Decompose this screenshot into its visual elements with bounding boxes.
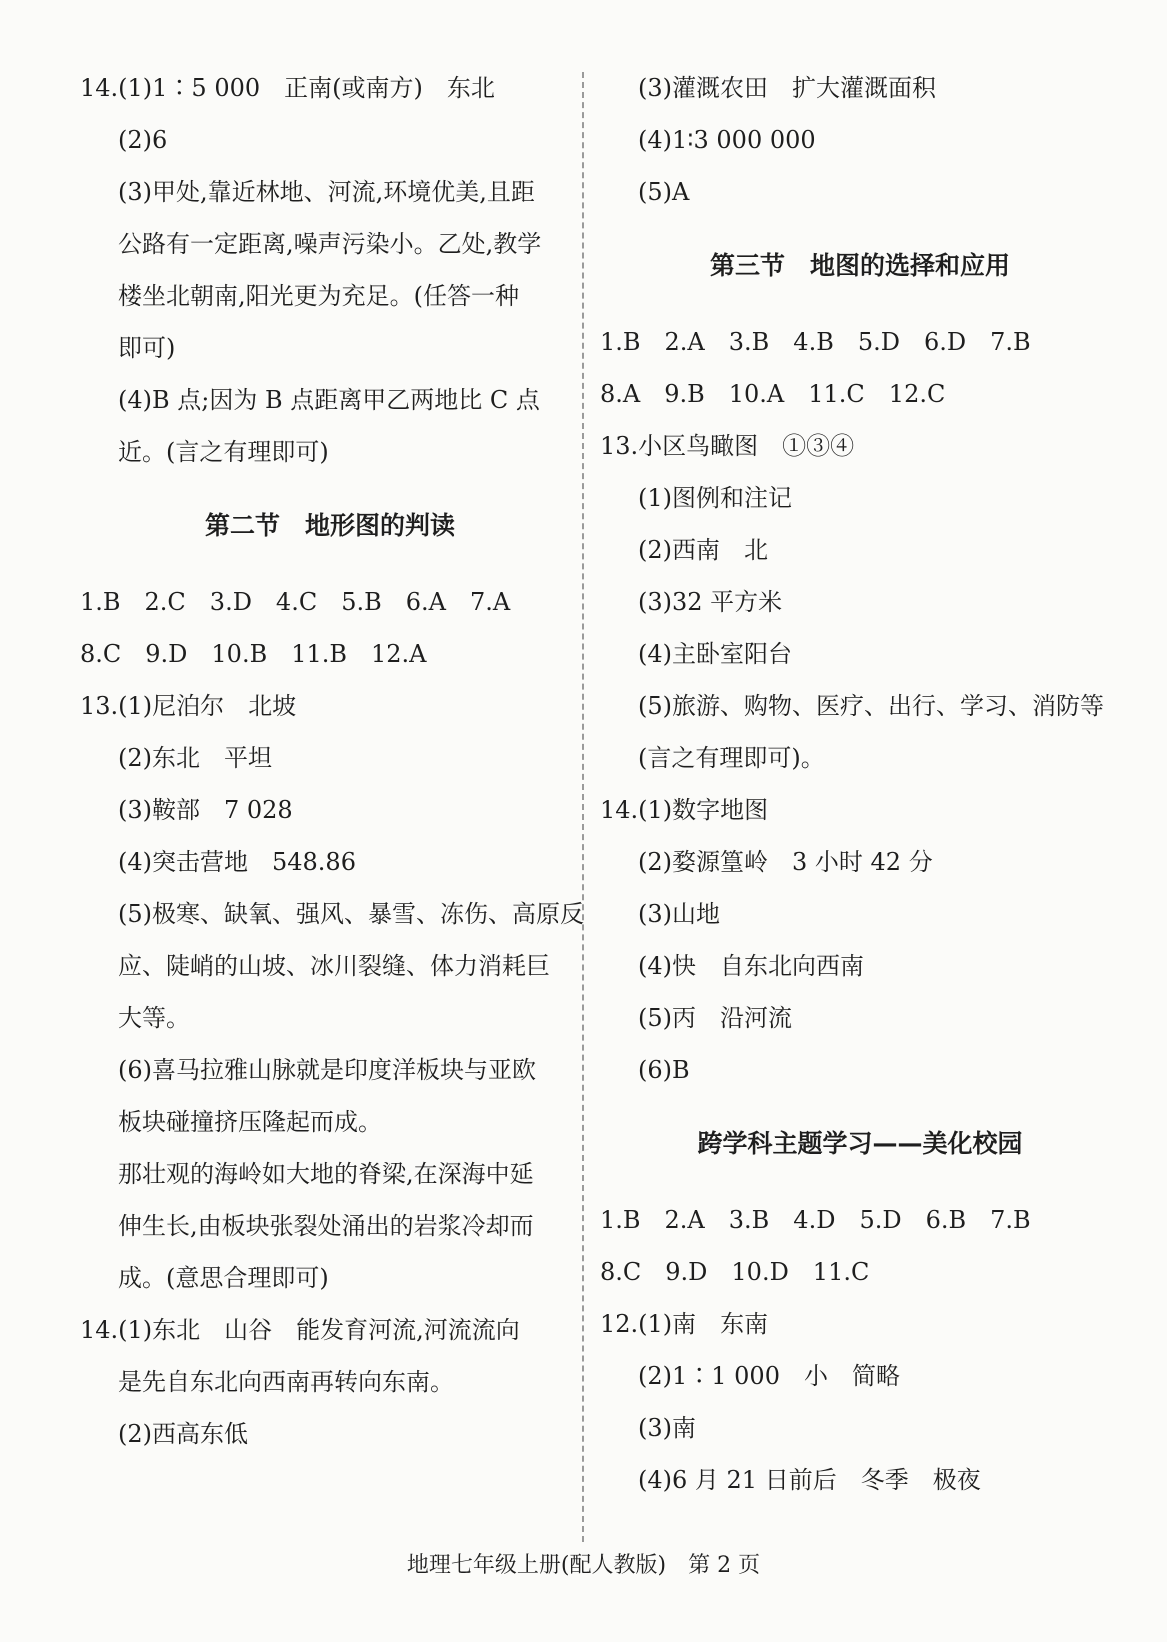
- section-heading: 跨学科主题学习——美化校园: [697, 1129, 1023, 1158]
- answer-line: 13.小区鸟瞰图 ①③④: [600, 432, 855, 460]
- answer-line: 是先自东北向西南再转向东南。: [118, 1368, 454, 1396]
- answer-line: (2)东北 平坦: [118, 744, 272, 772]
- answer-line: (3)鞍部 7 028: [118, 796, 293, 824]
- answer-line: 1.B 2.C 3.D 4.C 5.B 6.A 7.A: [80, 588, 511, 616]
- answer-line: (6)喜马拉雅山脉就是印度洋板块与亚欧: [118, 1056, 536, 1084]
- answer-line: 近。(言之有理即可): [118, 438, 329, 466]
- answer-line: (5)A: [638, 178, 690, 206]
- answer-line: (4)B 点;因为 B 点距离甲乙两地比 C 点: [118, 386, 540, 414]
- answer-line: 8.C 9.D 10.B 11.B 12.A: [80, 640, 427, 668]
- answer-line: (2)西高东低: [118, 1420, 248, 1448]
- answer-line: 1.B 2.A 3.B 4.B 5.D 6.D 7.B: [600, 328, 1031, 356]
- answer-line: 应、陡峭的山坡、冰川裂缝、体力消耗巨: [118, 952, 550, 980]
- answer-line: (5)极寒、缺氧、强风、暴雪、冻伤、高原反: [118, 900, 584, 928]
- answer-line: 14.(1)东北 山谷 能发育河流,河流流向: [80, 1316, 520, 1344]
- answer-line: 8.A 9.B 10.A 11.C 12.C: [600, 380, 946, 408]
- answer-line: 伸生长,由板块张裂处涌出的岩浆冷却而: [118, 1212, 534, 1240]
- answer-line: (3)南: [638, 1414, 696, 1442]
- answer-line: (4)主卧室阳台: [638, 640, 792, 668]
- answer-line: 板块碰撞挤压隆起而成。: [118, 1108, 382, 1136]
- answer-line: 12.(1)南 东南: [600, 1310, 769, 1338]
- answer-line: 1.B 2.A 3.B 4.D 5.D 6.B 7.B: [600, 1206, 1031, 1234]
- answer-line: 14.(1)1∶5 000 正南(或南方) 东北: [80, 74, 495, 102]
- answer-line: 即可): [118, 334, 176, 362]
- answer-line: (言之有理即可)。: [638, 744, 825, 772]
- answer-line: (2)婺源篁岭 3 小时 42 分: [638, 848, 933, 876]
- answer-line: (3)甲处,靠近林地、河流,环境优美,且距: [118, 178, 535, 206]
- answer-line: 那壮观的海岭如大地的脊梁,在深海中延: [118, 1160, 534, 1188]
- section-heading: 第二节 地形图的判读: [204, 511, 455, 540]
- column-divider: [582, 72, 584, 1542]
- answer-line: (4)6 月 21 日前后 冬季 极夜: [638, 1466, 981, 1494]
- left-column: [80, 62, 584, 1460]
- answer-line: 大等。: [118, 1004, 190, 1032]
- answer-line: 公路有一定距离,噪声污染小。乙处,教学: [118, 230, 542, 258]
- answer-line: (4)快 自东北向西南: [638, 952, 864, 980]
- answer-line: (3)山地: [638, 900, 720, 928]
- answer-line: (5)旅游、购物、医疗、出行、学习、消防等: [638, 692, 1104, 720]
- answer-line: 14.(1)数字地图: [600, 796, 769, 824]
- answer-line: (2)6: [118, 126, 168, 154]
- answer-line: (2)西南 北: [638, 536, 768, 564]
- answer-line: (1)图例和注记: [638, 484, 792, 512]
- answer-line: (6)B: [638, 1056, 690, 1084]
- page-footer: 地理七年级上册(配人教版) 第 2 页: [406, 1553, 761, 1578]
- right-column: [600, 62, 1120, 1506]
- answer-line: (5)丙 沿河流: [638, 1004, 792, 1032]
- section-heading: 第三节 地图的选择和应用: [709, 251, 1010, 280]
- answer-line: (2)1∶1 000 小 简略: [638, 1362, 900, 1390]
- answer-line: (3)灌溉农田 扩大灌溉面积: [638, 74, 936, 102]
- answer-line: 13.(1)尼泊尔 北坡: [80, 692, 297, 720]
- answer-line: 8.C 9.D 10.D 11.C: [600, 1258, 870, 1286]
- answer-line: 楼坐北朝南,阳光更为充足。(任答一种: [118, 282, 519, 310]
- answer-line: 成。(意思合理即可): [118, 1264, 329, 1292]
- answer-line: (4)1∶3 000 000: [638, 126, 816, 154]
- answer-line: (4)突击营地 548.86: [118, 848, 356, 876]
- answer-line: (3)32 平方米: [638, 588, 783, 616]
